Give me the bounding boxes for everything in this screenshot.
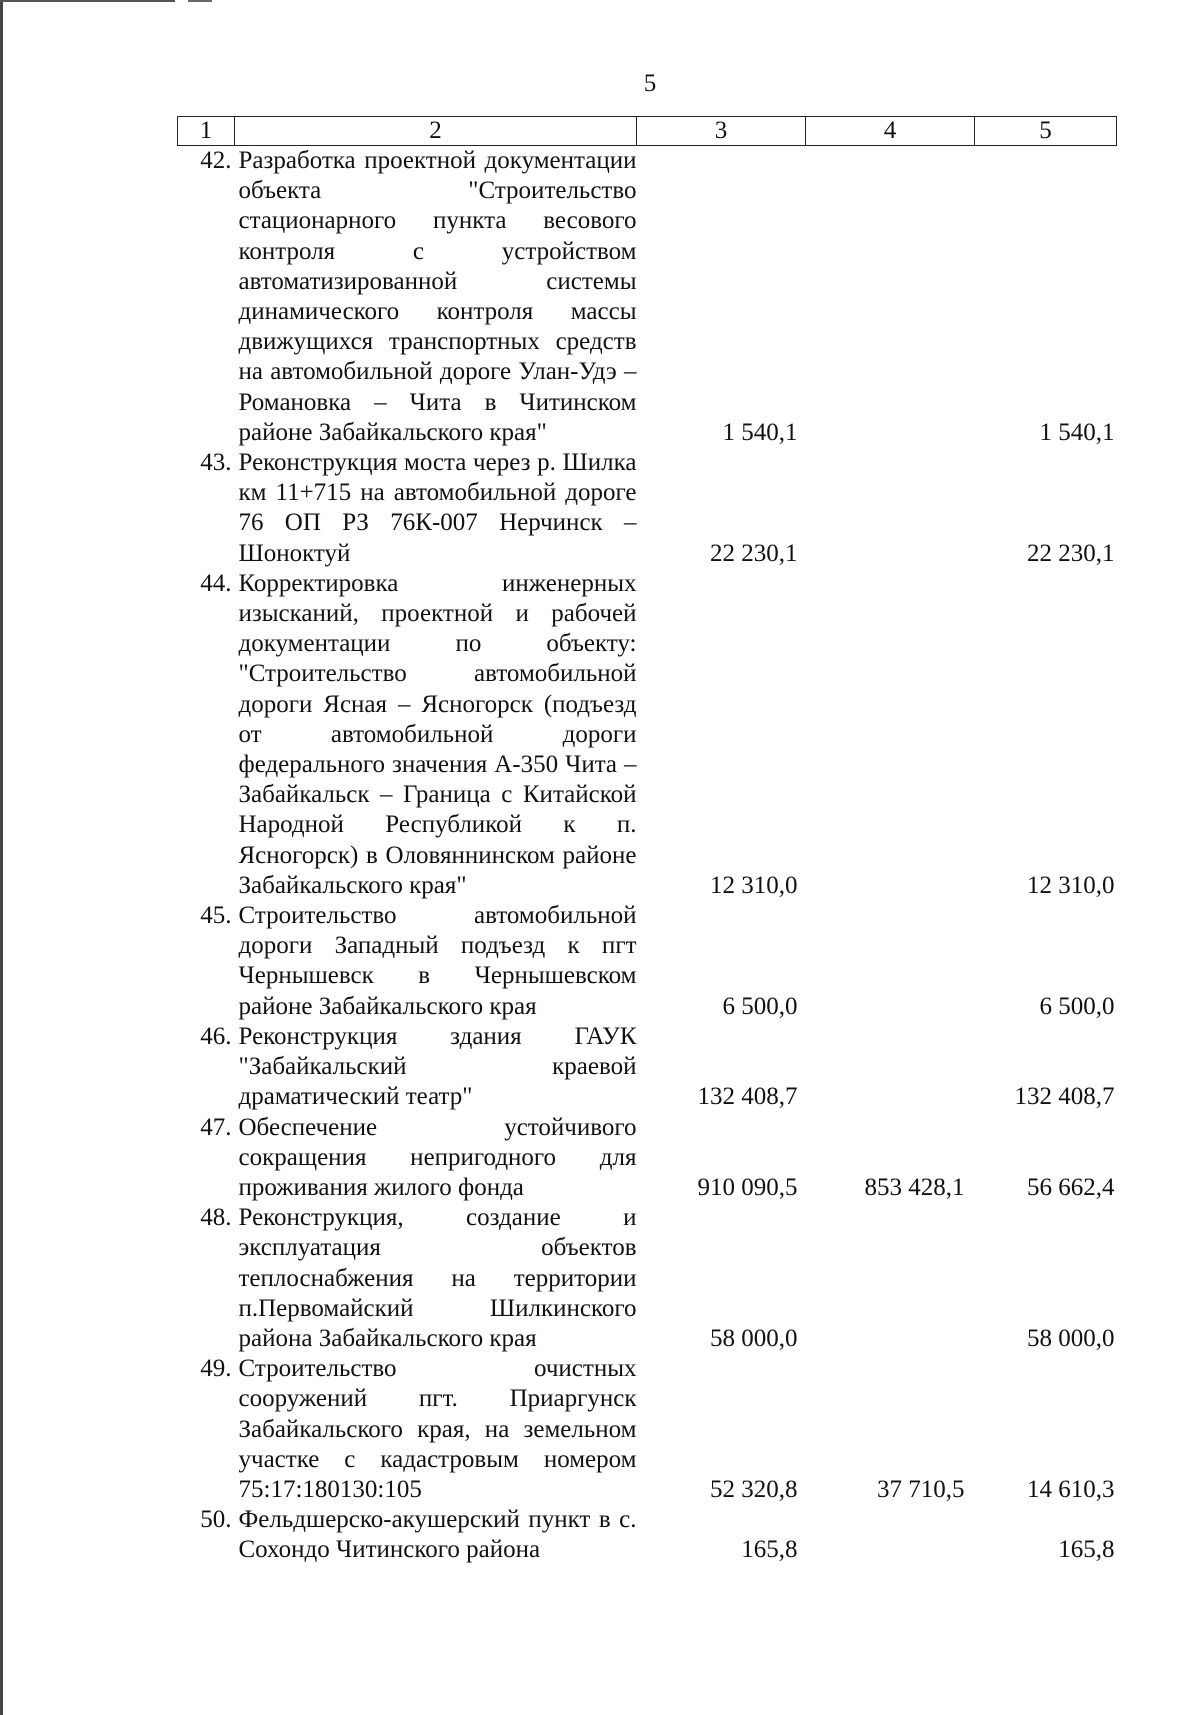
row-regional: 1 540,1 <box>1039 418 1115 446</box>
table-row <box>178 146 1117 449</box>
row-federal <box>806 569 975 901</box>
table-row <box>178 1505 1117 1565</box>
row-federal <box>806 1203 975 1354</box>
table-row <box>178 569 1117 901</box>
table-header-row <box>178 117 1117 146</box>
table-row <box>178 901 1117 1022</box>
row-federal <box>806 1505 975 1565</box>
row-number: 43. <box>200 449 232 477</box>
row-name: Фельдшерско-акушерский пункт в с. Сохондо Читинского района <box>238 1506 637 1564</box>
table-row <box>178 1354 1117 1505</box>
row-name: Корректировка инженерных изысканий, проектной и рабочей документации по объекту: "Строительство автомобильной дороги Ясная – Ясногорск (подъезд от автомобильной дороги федерального значения А-350 Чита – Забайкальск – Граница с Китайской Народной Республикой к п. Ясногорск) в Оловяннинском районе Забайкальского края" <box>238 569 637 899</box>
row-number: 49. <box>200 1355 232 1383</box>
scan-top-edge-fragment <box>188 0 212 2</box>
header-col-1: 1 <box>178 117 235 146</box>
row-total: 165,8 <box>741 1536 798 1564</box>
row-regional: 22 230,1 <box>1027 539 1115 567</box>
row-regional: 56 662,4 <box>1027 1173 1115 1201</box>
row-total: 6 500,0 <box>722 992 798 1020</box>
row-number: 48. <box>200 1204 232 1232</box>
row-total: 12 310,0 <box>710 871 798 899</box>
table-row <box>178 1203 1117 1354</box>
row-federal <box>806 448 975 569</box>
row-regional: 6 500,0 <box>1039 992 1115 1020</box>
row-total: 132 408,7 <box>697 1083 798 1111</box>
header-col-2: 2 <box>235 117 637 146</box>
row-regional: 14 610,3 <box>1027 1475 1115 1503</box>
scan-left-edge <box>0 0 3 1715</box>
row-name: Обеспечение устойчивого сокращения непригодного для проживания жилого фонда <box>238 1113 637 1201</box>
row-federal <box>806 146 975 449</box>
row-number: 44. <box>200 569 232 597</box>
row-number: 46. <box>200 1022 232 1050</box>
table-body <box>178 146 1117 1566</box>
table-row <box>178 1022 1117 1113</box>
header-col-4: 4 <box>806 117 975 146</box>
row-name: Реконструкция здания ГАУК "Забайкальский краевой драматический театр" <box>238 1022 637 1111</box>
row-number: 47. <box>200 1113 232 1141</box>
objects-table <box>177 116 1117 1566</box>
row-regional: 12 310,0 <box>1027 871 1115 899</box>
row-number: 50. <box>200 1506 232 1534</box>
row-federal: 37 710,5 <box>877 1475 965 1503</box>
table-row <box>178 1113 1117 1204</box>
row-number: 45. <box>200 902 232 930</box>
row-regional: 132 408,7 <box>1014 1083 1115 1111</box>
row-total: 910 090,5 <box>697 1173 798 1201</box>
header-col-5: 5 <box>975 117 1117 146</box>
row-name: Реконструкция, создание и эксплуатация объектов теплоснабжения на территории п.Первомайский Шилкинского района Забайкальского края <box>238 1204 637 1352</box>
row-total: 52 320,8 <box>710 1475 798 1503</box>
page-number: 5 <box>643 70 657 97</box>
row-federal <box>806 1022 975 1113</box>
row-total: 58 000,0 <box>710 1324 798 1352</box>
row-total: 22 230,1 <box>710 539 798 567</box>
row-name: Строительство автомобильной дороги Западный подъезд к пгт Чернышевск в Чернышевском районе Забайкальского края <box>238 902 637 1020</box>
scan-top-edge <box>0 0 175 2</box>
row-regional: 165,8 <box>1058 1536 1115 1564</box>
row-name: Строительство очистных сооружений пгт. Приаргунск Забайкальского края, на земельном участке с кадастровым номером 75:17:180130:105 <box>238 1355 637 1503</box>
row-total: 1 540,1 <box>722 418 798 446</box>
row-regional: 58 000,0 <box>1027 1324 1115 1352</box>
row-name: Разработка проектной документации объекта "Строительство стационарного пункта весового контроля с устройством автоматизированной системы динамического контроля массы движущихся транспортных средств на автомобильной дороге Улан-Удэ – Романовка – Чита в Читинском районе Забайкальского края" <box>238 147 637 446</box>
row-number: 42. <box>200 147 232 174</box>
header-col-3: 3 <box>637 117 806 146</box>
table-row <box>178 448 1117 569</box>
row-federal: 853 428,1 <box>864 1173 965 1201</box>
row-name: Реконструкция моста через р. Шилка км 11+715 на автомобильной дороге 76 ОП РЗ 76К-007 Нерчинск – Шоноктуй <box>238 449 637 567</box>
row-federal <box>806 901 975 1022</box>
